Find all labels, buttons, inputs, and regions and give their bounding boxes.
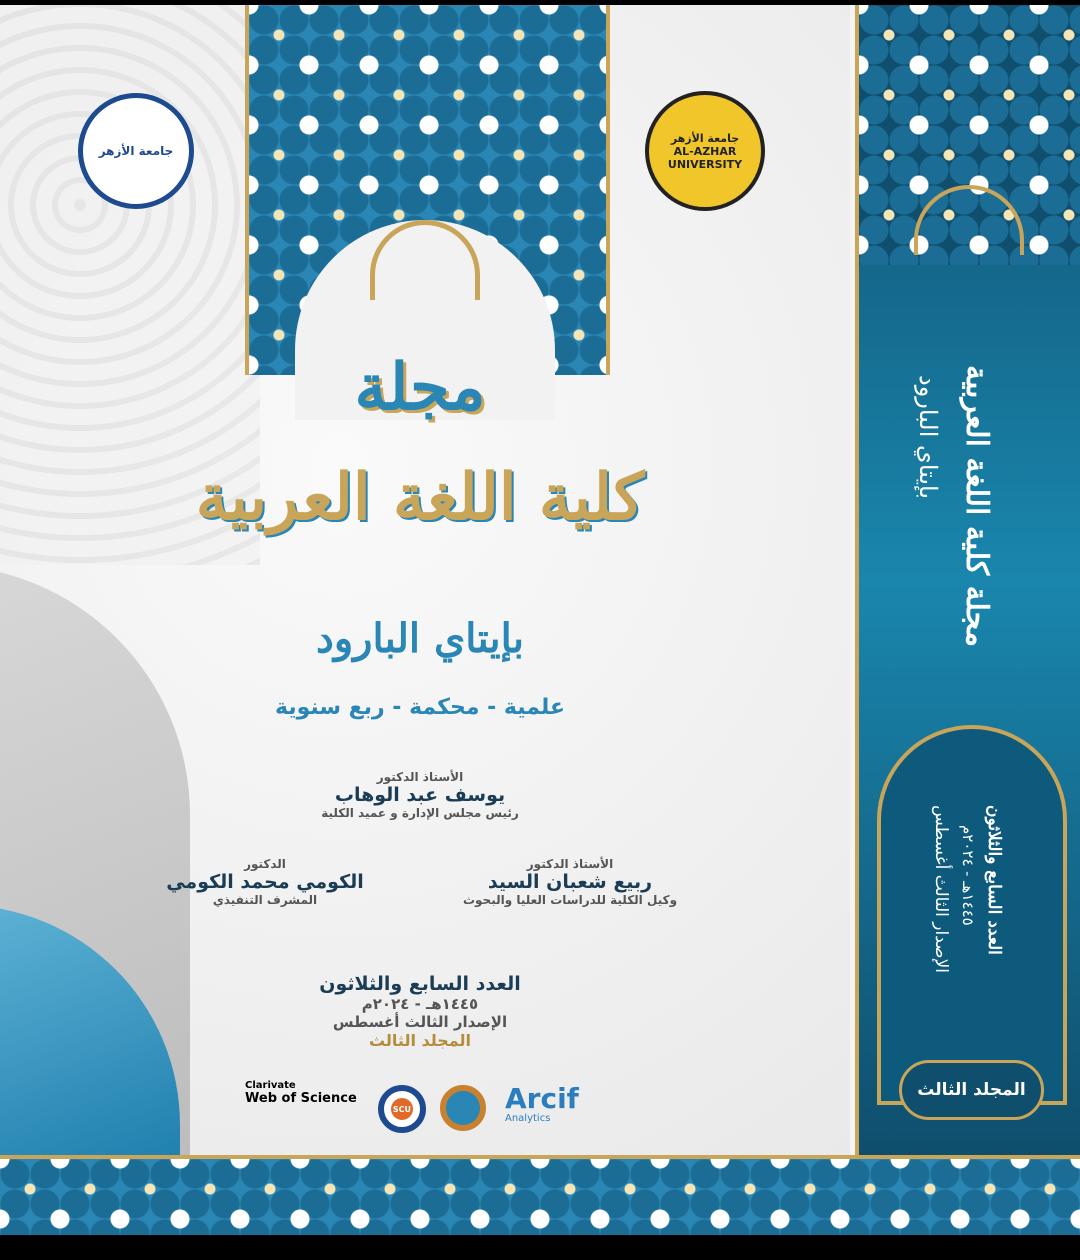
issue-release: الإصدار الثالث أغسطس xyxy=(332,1013,508,1031)
azhar-logo-left xyxy=(78,93,194,209)
journal-cover xyxy=(0,5,1080,1235)
tagline: علمية - محكمة - ربع سنوية xyxy=(275,695,565,720)
person-title: الأستاذ الدكتور xyxy=(376,770,464,784)
title-line-2: كلية اللغة العربية xyxy=(195,460,645,535)
issue-info xyxy=(260,973,580,1050)
person-vice-dean xyxy=(440,857,700,907)
person-name: ربيع شعبان السيد xyxy=(487,871,653,893)
arcif-sub-label: Analytics xyxy=(505,1113,551,1124)
scu-label: SCU xyxy=(391,1098,413,1120)
person-dean xyxy=(260,770,580,820)
logo-left-text: جامعة الأزهر xyxy=(98,144,174,158)
spine-title: مجلة كلية اللغة العربية xyxy=(959,365,994,648)
spine xyxy=(855,5,1080,1155)
spine-subtitle: بإيتاي البارود xyxy=(914,375,942,500)
library-logo xyxy=(440,1085,486,1131)
spine-volume-badge: المجلد الثالث xyxy=(899,1060,1044,1120)
title-line-1: مجلة xyxy=(354,350,486,425)
logo-right-text: جامعة الأزهر AL-AZHAR UNIVERSITY xyxy=(667,131,743,171)
bottom-pattern-strip xyxy=(0,1155,1080,1235)
person-role: وكيل الكلية للدراسات العليا والبحوث xyxy=(462,893,678,907)
clarivate-label: Clarivate xyxy=(245,1080,296,1091)
person-title: الدكتور xyxy=(244,857,286,871)
issue-date: ١٤٤٥هـ - ٢٠٢٤م xyxy=(361,995,479,1013)
spine-issue: العدد السابع والثلاثون xyxy=(984,805,1004,955)
issue-volume: المجلد الثالث xyxy=(368,1031,472,1050)
person-supervisor xyxy=(150,857,380,907)
spine-date: ١٤٤٥هـ - ٢٠٢٤م xyxy=(959,825,977,926)
person-name: يوسف عبد الوهاب xyxy=(334,784,506,806)
arcif-label: Arcif xyxy=(505,1082,579,1115)
person-role: رئيس مجلس الإدارة و عميد الكلية xyxy=(321,806,519,820)
arcif-logo xyxy=(505,1082,579,1124)
person-name: الكومي محمد الكومي xyxy=(166,871,364,893)
front-cover xyxy=(0,5,850,1155)
azhar-university-logo xyxy=(645,91,765,211)
wos-label: Web of Science xyxy=(245,1091,357,1106)
web-of-science-logo xyxy=(245,1080,375,1106)
scu-logo xyxy=(378,1085,426,1133)
person-title: الأستاذ الدكتور xyxy=(526,857,614,871)
title-line-3: بإيتاي البارود xyxy=(316,615,524,662)
spine-release: الإصدار الثالث أغسطس xyxy=(931,805,951,973)
person-role: المشرف التنفيذي xyxy=(212,893,318,907)
issue-number: العدد السابع والثلاثون xyxy=(319,973,521,995)
